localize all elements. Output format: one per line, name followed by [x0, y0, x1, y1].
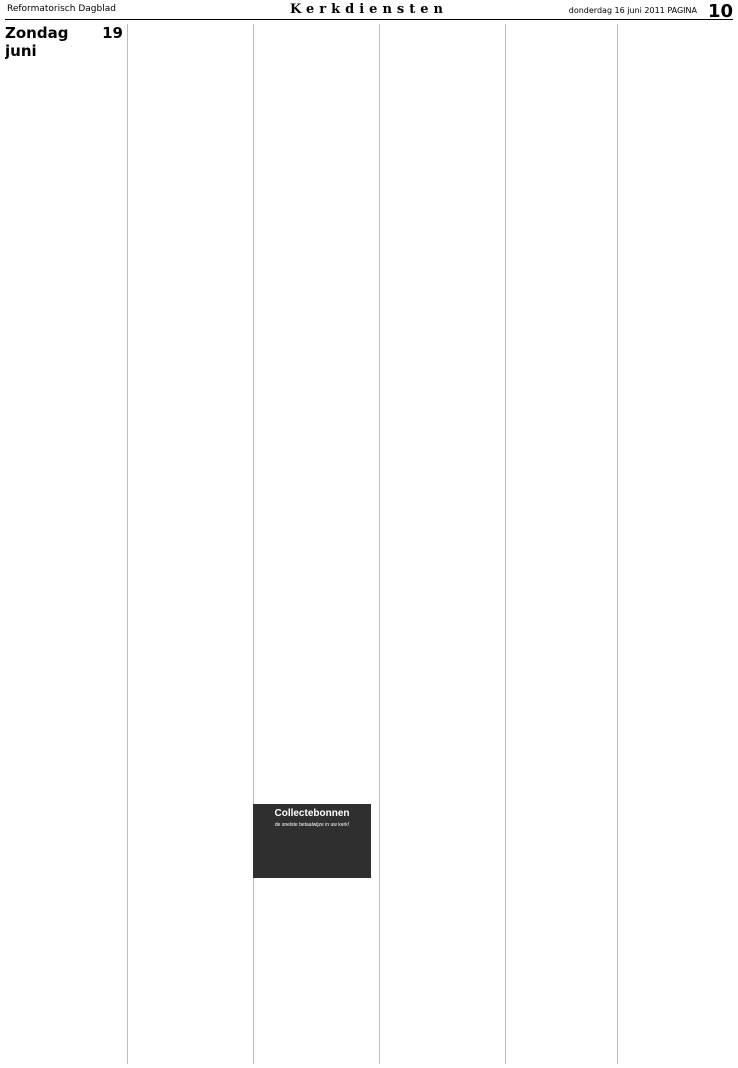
- column-4: [383, 24, 501, 1064]
- column-5: [509, 24, 627, 1064]
- column-divider: [127, 24, 128, 1064]
- section-title: Kerkdiensten: [290, 2, 448, 17]
- paper-name: Reformatorisch Dagblad: [7, 4, 116, 14]
- column-divider: [379, 24, 380, 1064]
- page-label: PAGINA: [667, 6, 697, 15]
- ad-body: de snelste betaalwijze in uw kerk!: [274, 822, 350, 828]
- column-1: [5, 24, 123, 1064]
- column-3: [257, 24, 375, 1064]
- day-heading: Zondag 19 juni: [5, 24, 123, 60]
- column-2: [131, 24, 249, 1064]
- listing-columns: [5, 24, 733, 1064]
- column-6: [621, 24, 733, 1064]
- collectebonnen-advertisement[interactable]: [253, 804, 371, 878]
- ad-title: Collectebonnen: [274, 808, 350, 819]
- masthead: [5, 2, 733, 20]
- column-divider: [253, 24, 254, 1064]
- column-divider: [505, 24, 506, 1064]
- column-divider: [617, 24, 618, 1064]
- date: donderdag 16 juni 2011: [568, 6, 665, 15]
- issue-date: [569, 6, 697, 15]
- page-number: 10: [707, 1, 733, 22]
